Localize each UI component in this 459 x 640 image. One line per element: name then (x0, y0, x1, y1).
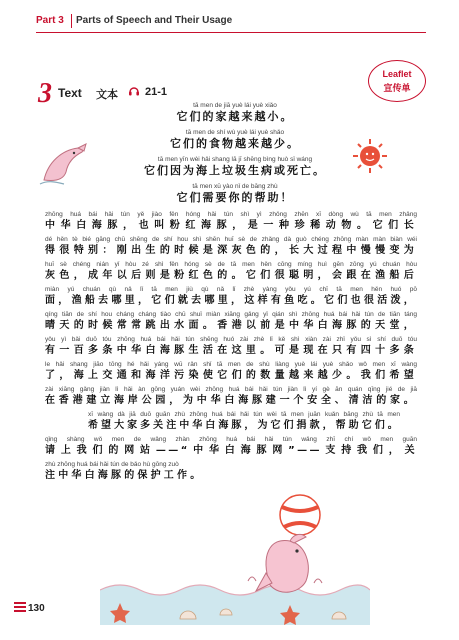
pinyin: tā men yīn wèi hǎi shang lā jī shēng bìng huò sǐ wáng (157, 156, 313, 163)
hanzi: 它们需要你的帮助！ (176, 191, 294, 204)
pinyin: tā men de jiā yuè lái yuè xiǎo (193, 102, 277, 109)
hanzi: 中华白海豚，也叫粉红海豚，是一种珍稀动物。它们长 (45, 220, 417, 231)
hanzi: 它们因为海上垃圾生病或死亡。 (144, 164, 326, 177)
header-rule (36, 32, 426, 33)
body-line (45, 260, 417, 283)
body-line (45, 335, 417, 358)
pinyin: tā men xū yào nǐ de bāng zhù (192, 183, 278, 190)
hanzi: 面，渔船去哪里，它们就去哪里，这样有鱼吃。它们也很活泼， (45, 295, 417, 306)
dolphin-jumping-illustration (38, 140, 90, 186)
pinyin: qǐng shàng wǒ men de wǎng zhàn zhōng huá bái hǎi tún wǎng zhī chí wǒ men guān (45, 436, 417, 443)
leaflet-label-en: Leaflet (382, 69, 412, 79)
pinyin: zài xiāng gǎng jiàn lì hǎi àn gōng yuán wèi zhōng huá bái hǎi tún jiàn lì yí gè ān quán qīng jié de jiā (45, 386, 417, 393)
pinyin: le hǎi shang jiāo tōng hé hǎi yáng wū rǎn shǐ tā men de shù liàng yuè lái yuè shǎo wǒ men xī wàng (45, 361, 417, 368)
pinyin: zhōng huá bái hǎi tún yě jiào fěn hóng hǎi tún shì yì zhǒng zhēn xī dòng wù tā men zhǎng (45, 211, 417, 218)
body-line (45, 210, 417, 233)
title-line-3 (100, 155, 370, 178)
headphone-icon[interactable] (128, 85, 140, 97)
hanzi: 了，海上交通和海洋污染使它们的数量越来越少。我们希望 (45, 370, 417, 381)
section-label: Text (58, 86, 82, 100)
body-line (45, 435, 417, 458)
page-header (0, 0, 459, 40)
pinyin: dé hěn tè bié gāng chū shēng de shí hou shì shēn huī sè de zhǎng dà guò chéng zhōng màn màn biàn wéi (45, 236, 417, 243)
title-line-2 (100, 128, 370, 151)
hanzi: 希望大家多关注中华白海豚，为它们捐款，帮助它们。 (88, 420, 400, 431)
part-label: Part 3 (36, 15, 64, 26)
title-line-1 (100, 101, 370, 124)
body-line (88, 410, 400, 433)
body-line (45, 235, 417, 258)
hanzi: 在香港建立海岸公园，为中华白海豚建一个安全、清洁的家。 (45, 395, 417, 406)
dolphin-ball-illustration (100, 485, 370, 625)
hanzi: 晴天的时候常常跳出水面。香港以前是中华白海豚的天堂， (45, 320, 417, 331)
hanzi: 它们的食物越来越少。 (170, 137, 300, 150)
body-line (45, 285, 417, 308)
hanzi: 请上我们的网站——“中华白海豚网”——支持我们，关 (45, 445, 417, 456)
part-title: Parts of Speech and Their Usage (76, 15, 233, 26)
pinyin: miàn yú chuán qù nǎ lǐ tā men jiù qù nǎ lǐ zhè yàng yǒu yú chī tā men hěn huó pō (45, 286, 417, 293)
body-line (45, 310, 417, 333)
hanzi: 它们的家越来越小。 (176, 110, 294, 123)
body-line (45, 385, 417, 408)
pinyin: tā men de shí wù yuè lái yuè shǎo (185, 129, 285, 136)
page-marker-stripes (14, 600, 26, 616)
hanzi: 有一百多条中华白海豚生活在这里。可是现在只有四十多条 (45, 345, 417, 356)
body-line (45, 360, 417, 383)
pinyin: huī sè chéng nián yǐ hòu zé shì fěn hóng sè de tā men hěn cōng míng huì gēn zōng yú chuán hòu (45, 261, 417, 268)
hanzi: 得很特别：刚出生的时候是深灰色的，长大过程中慢慢变为 (45, 245, 417, 256)
pinyin: zhù zhōng huá bái hǎi tún de bǎo hù gōng zuò (45, 461, 179, 468)
title-line-4 (100, 182, 370, 205)
hanzi: 灰色，成年以后则是粉红色的。它们很聪明，会跟在渔船后 (45, 270, 417, 281)
page-number: 130 (28, 603, 45, 614)
pinyin: yǒu yì bǎi duō tóu zhōng huá bái hǎi tún shēng huó zài zhè lǐ kě shì xiàn zài zhǐ yǒu sì shí duō tóu (45, 336, 417, 343)
pinyin: qíng tiān de shí hou cháng cháng tiào chū shuǐ miàn xiāng gǎng yǐ qián shì zhōng huá bái hǎi tún de tiān táng (45, 311, 417, 318)
leaflet-label-cn: 宣传单 (383, 84, 411, 94)
audio-track-number: 21-1 (145, 86, 168, 98)
header-separator (71, 14, 72, 28)
section-number: 3 (38, 78, 52, 109)
pinyin: xī wàng dà jiā duō guān zhù zhōng huá bái hǎi tún wèi tā men juān kuǎn bāng zhù tā men (88, 411, 400, 418)
section-label-cn: 文本 (96, 88, 118, 101)
leaflet-badge (368, 60, 426, 102)
body-line (45, 460, 245, 483)
hanzi: 注中华白海豚的保护工作。 (45, 470, 204, 481)
